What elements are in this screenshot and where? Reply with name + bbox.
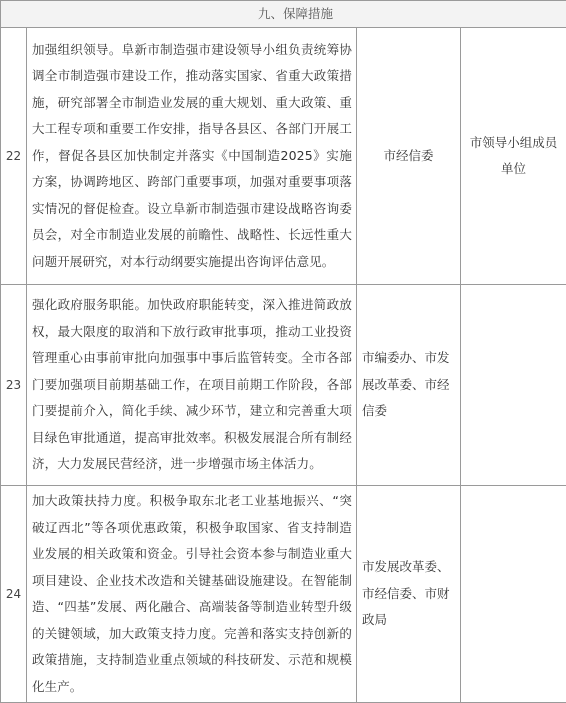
table-row: [1, 486, 566, 703]
lead-unit: [461, 486, 566, 703]
row-number: 23: [1, 285, 27, 486]
section-header-row: [1, 1, 566, 28]
table-row: [1, 285, 566, 486]
row-number: 22: [1, 28, 27, 285]
table-row: [1, 28, 566, 285]
lead-unit: 市领导小组成员单位: [461, 28, 566, 285]
responsible-department: 市发展改革委、市经信委、市财政局: [357, 486, 461, 703]
lead-unit: [461, 285, 566, 486]
responsible-department: 市编委办、市发展改革委、市经信委: [357, 285, 461, 486]
measure-description: 强化政府服务职能。加快政府职能转变，深入推进简政放权，最大限度的取消和下放行政审批事项，推动工业投资管理重心由事前审批向加强事中事后监管转变。全市各部门要加强项目前期基础工作，在项目前期工作阶段，各部门要提前介入，简化手续、减少环节，建立和完善重大项目绿色审批通道，提高审批效率。积极发展混合所有制经济，大力发展民营经济，进一步增强市场主体活力。: [27, 285, 357, 486]
responsible-department: 市经信委: [357, 28, 461, 285]
row-number: 24: [1, 486, 27, 703]
measure-description: 加大政策扶持力度。积极争取东北老工业基地振兴、“突破辽西北”等各项优惠政策，积极争取国家、省支持制造业发展的相关政策和资金。引导社会资本参与制造业重大项目建设、企业技术改造和关键基础设施建设。在智能制造、“四基”发展、两化融合、高端装备等制造业转型升级的关键领域，加大政策支持力度。完善和落实支持创新的政策措施，支持制造业重点领域的科技研发、示范和规模化生产。: [27, 486, 357, 703]
section-title: 九、保障措施: [258, 1, 333, 27]
section-header-cell: [1, 1, 566, 28]
measure-description: 加强组织领导。阜新市制造强市建设领导小组负责统筹协调全市制造强市建设工作，推动落实国家、省重大政策措施，研究部署全市制造业发展的重大规划、重大政策、重大工程专项和重要工作安排，指导各县区、各部门开展工作，督促各县区加快制定并落实《中国制造2025》实施方案，协调跨地区、跨部门重要事项，加强对重要事项落实情况的督促检查。设立阜新市制造强市建设战略咨询委员会，对全市制造业发展的前瞻性、战略性、长远性重大问题开展研究，对本行动纲要实施提出咨询评估意见。: [27, 28, 357, 285]
